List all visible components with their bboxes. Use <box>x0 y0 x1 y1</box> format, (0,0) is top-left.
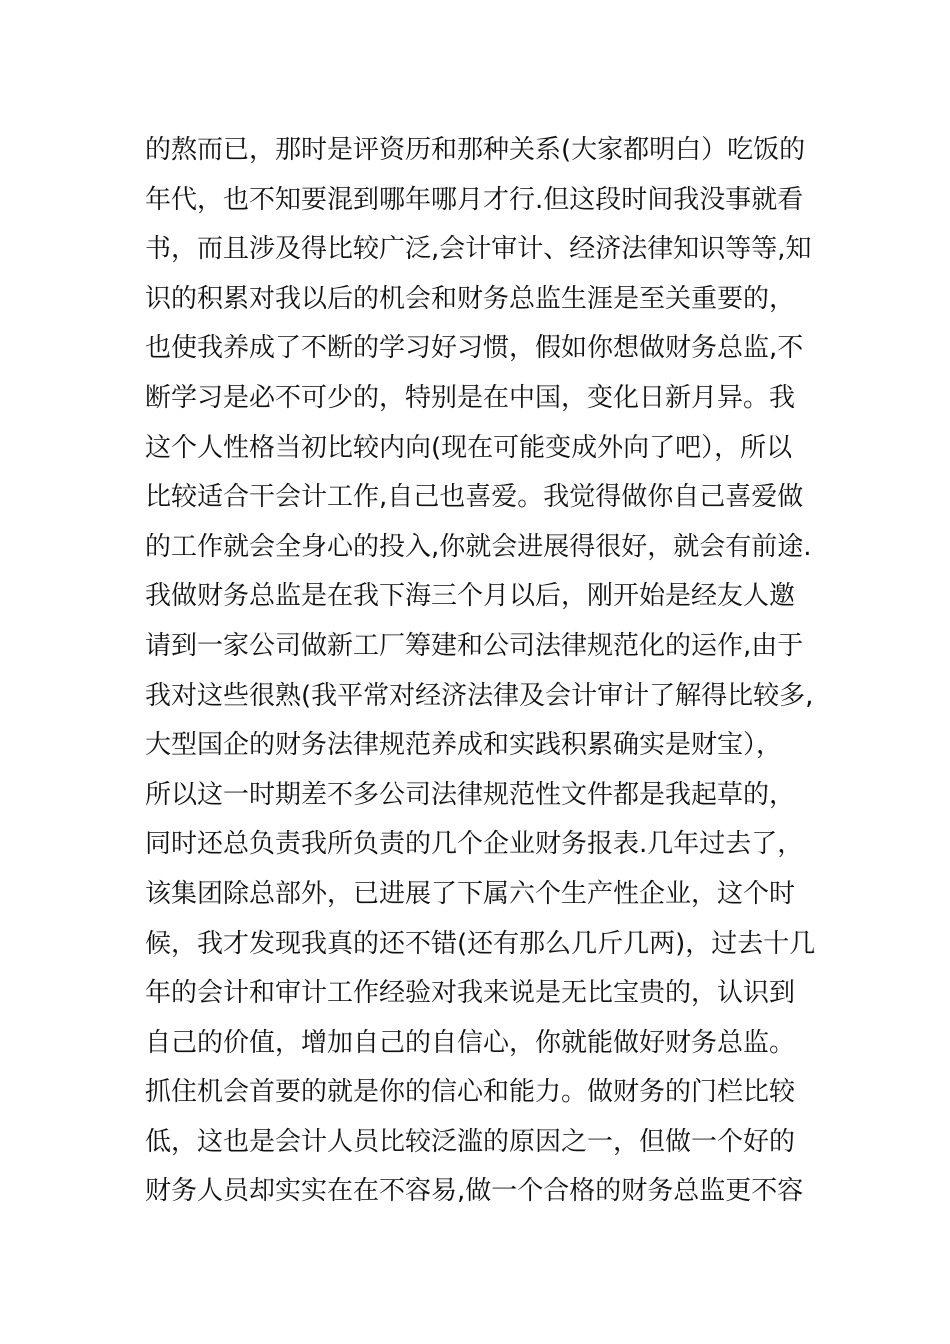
text-line: 所以这一时期差不多公司法律规范性文件都是我起草的， <box>145 779 796 810</box>
text-line: 低，这也是会计人员比较泛滥的原因之一，但做一个好的 <box>145 1126 796 1157</box>
text-line: 该集团除总部外，已进展了下属六个生产性企业，这个时 <box>145 878 796 909</box>
text-line: 我做财务总监是在我下海三个月以后，刚开始是经友人邀 <box>145 581 796 612</box>
text-line: 这个人性格当初比较内向(现在可能变成外向了吧），所以 <box>145 432 793 463</box>
body-text <box>145 126 815 1217</box>
text-line: 年代，也不知要混到哪年哪月才行.但这段时间我没事就看 <box>145 184 804 215</box>
text-line: 比较适合干会计工作,自己也喜爱。我觉得做你自己喜爱做 <box>145 482 804 513</box>
text-line: 自己的价值，增加自己的自信心，你就能做好财务总监。 <box>145 1027 796 1058</box>
text-line: 年的会计和审计工作经验对我来说是无比宝贵的，认识到 <box>145 978 796 1009</box>
text-line: 大型国企的财务法律规范养成和实践积累确实是财宝）， <box>145 730 783 761</box>
text-line: 也使我养成了不断的学习好习惯，假如你想做财务总监,不 <box>145 333 804 364</box>
text-line: 同时还总负责我所负责的几个企业财务报表.几年过去了， <box>145 829 804 860</box>
text-line: 财务人员却实实在在不容易,做一个合格的财务总监更不容 <box>145 1176 804 1207</box>
text-line: 识的积累对我以后的机会和财务总监生涯是至关重要的， <box>145 283 796 314</box>
text-line: 的工作就会全身心的投入,你就会进展得很好，就会有前途. <box>145 531 812 562</box>
text-line: 断学习是必不可少的，特别是在中国，变化日新月异。我 <box>145 382 796 413</box>
text-line: 我对这些很熟(我平常对经济法律及会计审计了解得比较多, <box>145 680 814 711</box>
text-line: 的熬而已，那时是评资历和那种关系(大家都明白）吃饭的 <box>145 135 806 165</box>
text-line: 请到一家公司做新工厂筹建和公司法律规范化的运作,由于 <box>145 630 804 661</box>
text-line: 书，而且涉及得比较广泛,会计审计、经济法律知识等等,知 <box>145 234 812 265</box>
text-line: 候，我才发现我真的还不错(还有那么几斤几两)，过去十几 <box>145 928 816 959</box>
text-line: 抓住机会首要的就是你的信心和能力。做财务的门栏比较 <box>145 1077 796 1108</box>
